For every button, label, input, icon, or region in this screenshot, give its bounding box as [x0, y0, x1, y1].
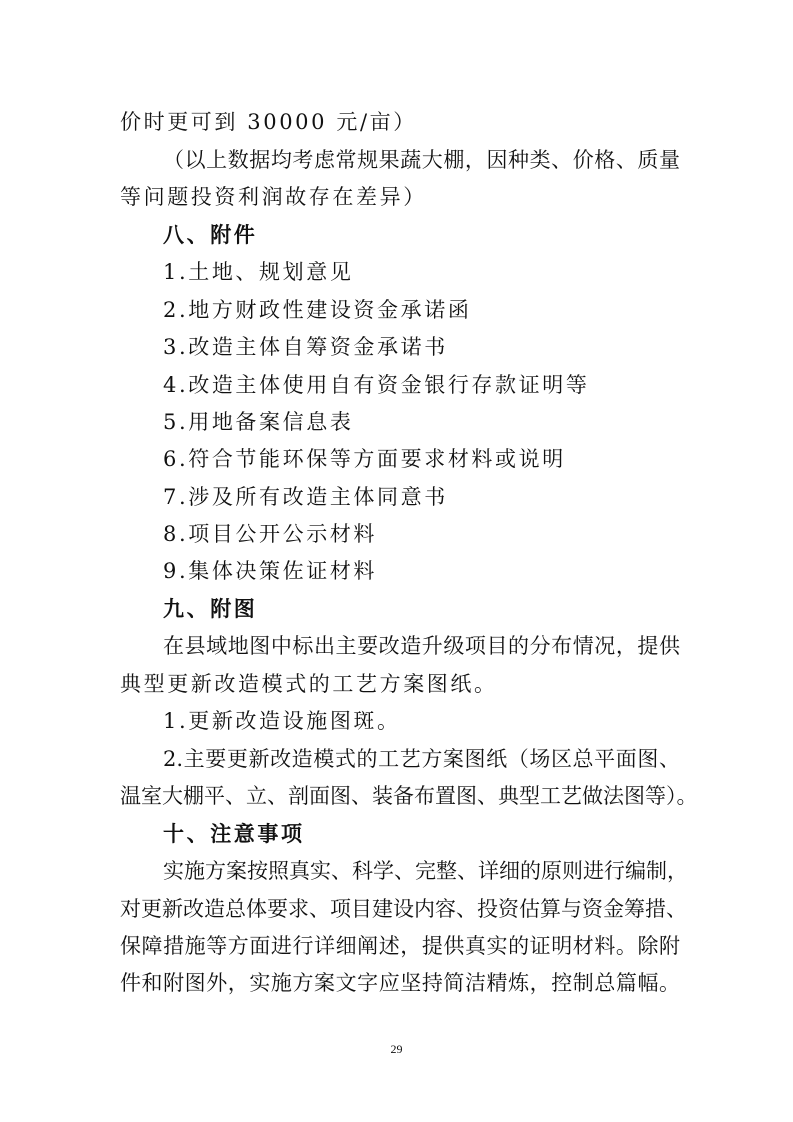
list-item: 1.更新改造设施图斑。: [163, 709, 401, 733]
paragraph-line: 典型更新改造模式的工艺方案图纸。: [120, 672, 498, 696]
section-heading-notes: 十、注意事项: [163, 821, 305, 846]
text-line: 价时更可到 30000 元/亩）: [120, 110, 417, 134]
list-item: 5.用地备案信息表: [163, 410, 354, 434]
list-item: 8.项目公开公示材料: [163, 522, 378, 546]
list-item: 2.主要更新改造模式的工艺方案图纸（场区总平面图、: [163, 747, 680, 771]
list-item: 3.改造主体自筹资金承诺书: [163, 335, 448, 359]
list-item: 4.改造主体使用自有资金银行存款证明等: [163, 373, 590, 397]
page-number: 29: [390, 1042, 403, 1056]
list-item: 2.地方财政性建设资金承诺函: [163, 298, 472, 322]
paragraph-line: 件和附图外，实施方案文字应坚持简洁精炼，控制总篇幅。: [120, 971, 680, 995]
list-item: 7.涉及所有改造主体同意书: [163, 485, 448, 509]
paragraph-line: 实施方案按照真实、科学、完整、详细的原则进行编制，: [163, 859, 688, 883]
paragraph-line: 在县域地图中标出主要改造升级项目的分布情况，提供: [163, 634, 680, 658]
paragraph-line: 保障措施等方面进行详细阐述，提供真实的证明材料。除附: [120, 934, 680, 958]
list-item: 6.符合节能环保等方面要求材料或说明: [163, 447, 566, 471]
paragraph-line: 对更新改造总体要求、项目建设内容、投资估算与资金筹措、: [120, 897, 687, 921]
text-line: 等问题投资利润故存在差异）: [120, 185, 427, 209]
paragraph-line: （以上数据均考虑常规果蔬大棚，因种类、价格、质量: [163, 148, 680, 172]
list-item: 1.土地、规划意见: [163, 260, 354, 284]
paragraph-line: 温室大棚平、立、剖面图、装备布置图、典型工艺做法图等）。: [120, 784, 698, 808]
section-heading-attachments: 八、附件: [163, 222, 258, 247]
list-item: 9.集体决策佐证材料: [163, 559, 378, 583]
section-heading-drawings: 九、附图: [163, 596, 258, 621]
